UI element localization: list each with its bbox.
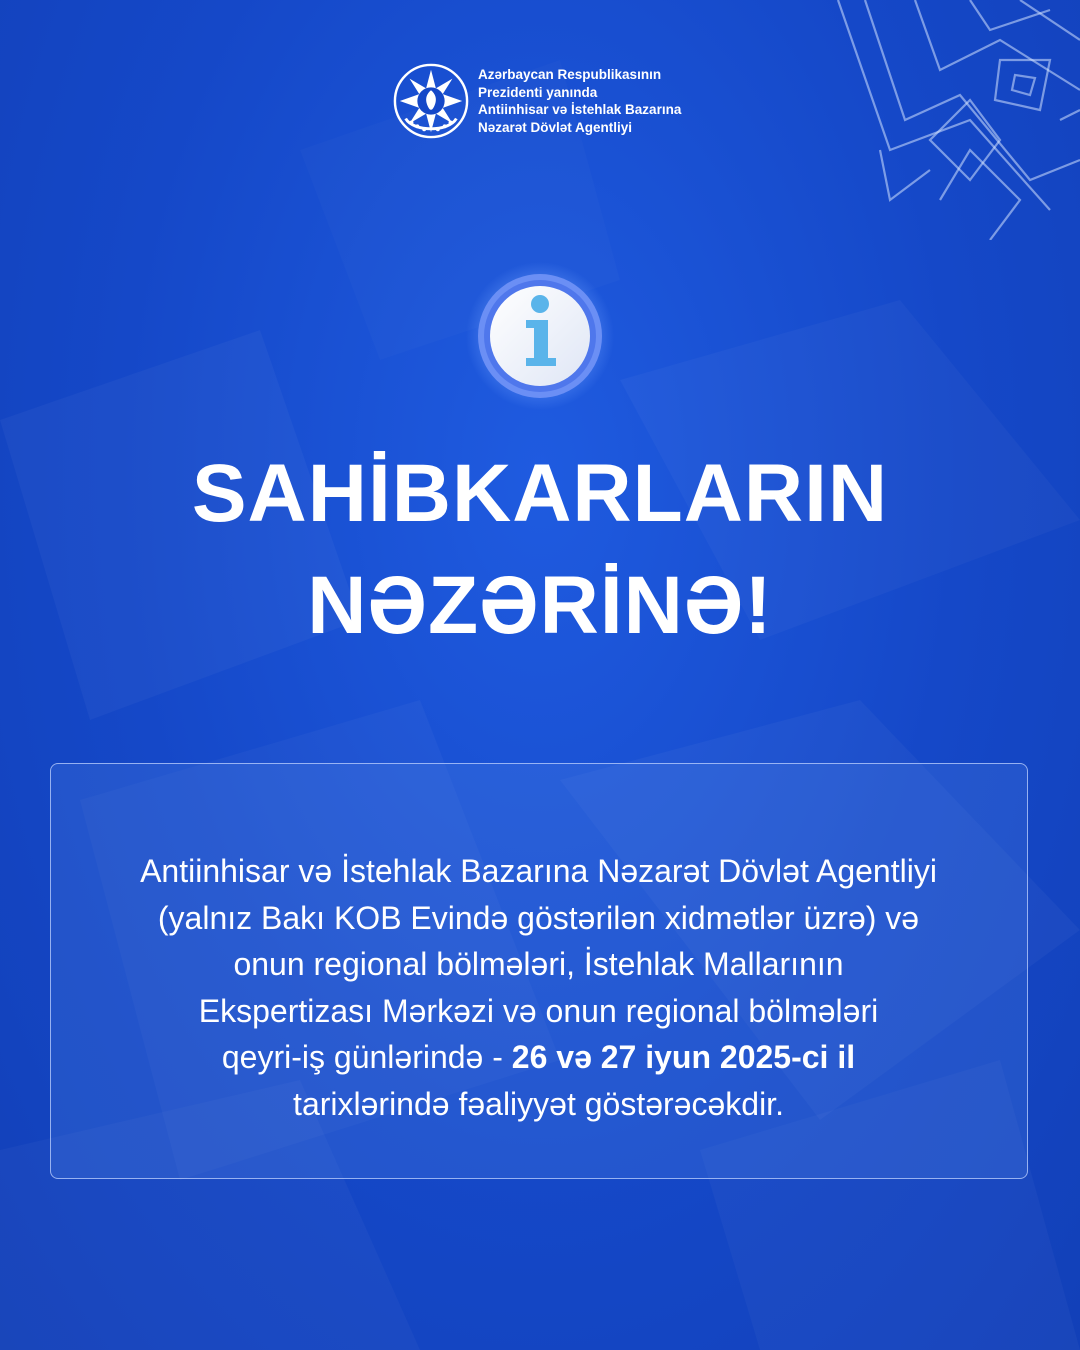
page-title-line-1: SAHİBKARLARIN bbox=[191, 448, 889, 539]
notice-line: (yalnız Bakı KOB Evində göstərilən xidmətlər üzrə) və bbox=[157, 899, 920, 936]
notice-card bbox=[50, 763, 1028, 1179]
notice-line: onun regional bölmələri, İstehlak Mallarının bbox=[233, 946, 844, 982]
notice-line: Ekspertizası Mərkəzi və onun regional bölmələri bbox=[198, 992, 879, 1029]
agency-header bbox=[392, 58, 712, 144]
notice-dates: 26 və 27 iyun 2025-ci il bbox=[511, 1039, 856, 1075]
notice-line: Antiinhisar və İstehlak Bazarına Nəzarət Dövlət Agentliyi bbox=[140, 853, 937, 889]
notice-line: tarixlərində fəaliyyət göstərəcəkdir. bbox=[293, 1085, 784, 1122]
ornament-pattern bbox=[820, 0, 1080, 240]
notice-text bbox=[51, 848, 1026, 1127]
notice-line-prefix: qeyri-iş günlərində - bbox=[221, 1039, 512, 1075]
info-icon bbox=[466, 262, 614, 410]
azerbaijan-state-emblem-icon bbox=[392, 62, 470, 140]
page-title-line-2: NƏZƏRİNƏ! bbox=[307, 560, 773, 651]
agency-name-line: Nəzarət Dövlət Agentliyi bbox=[478, 119, 633, 135]
notice-line-dates bbox=[51, 1034, 1026, 1081]
agency-name-line: Azərbaycan Respublikasının bbox=[478, 67, 662, 82]
agency-name bbox=[478, 66, 681, 136]
agency-name-line: Prezidenti yanında bbox=[478, 84, 598, 100]
agency-name-line: Antiinhisar və İstehlak Bazarına bbox=[478, 102, 682, 117]
